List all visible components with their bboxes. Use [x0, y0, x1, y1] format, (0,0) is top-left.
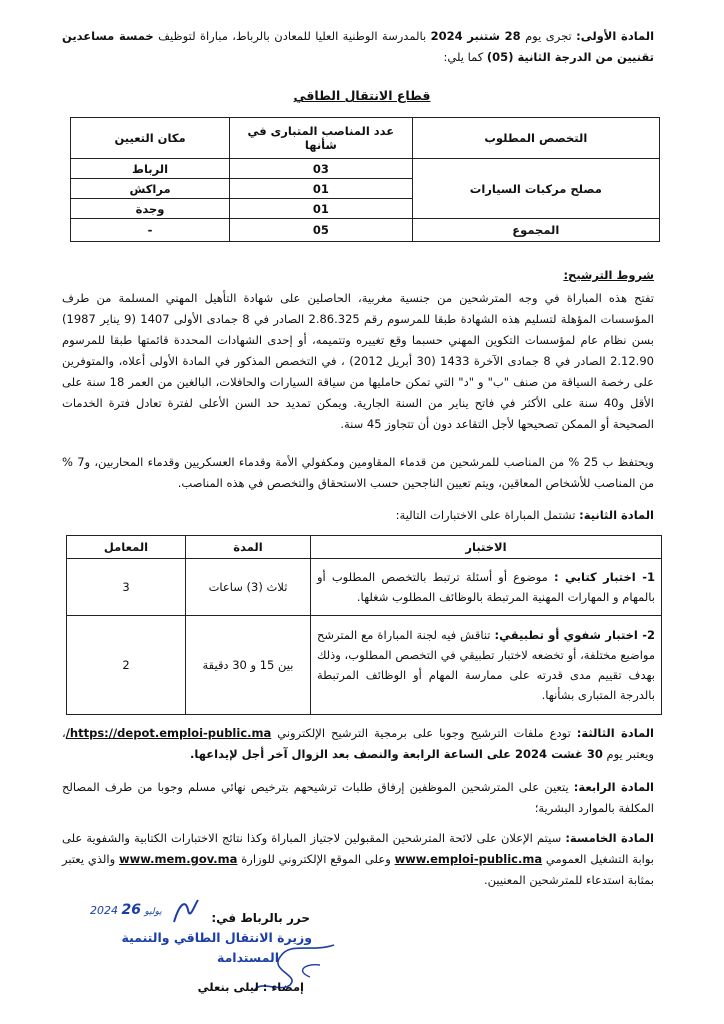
article-2-text: تشتمل المباراة على الاختبارات التالية:	[395, 508, 580, 522]
conditions-title: شروط الترشيح:	[563, 268, 654, 282]
exams-table-header	[67, 536, 662, 559]
exam-title: 1- اختبار كتابي :	[553, 570, 656, 584]
article-1	[62, 26, 654, 68]
exam-duration: ثلاث (3) ساعات	[186, 559, 311, 616]
exams-table	[66, 535, 662, 715]
exam-desc: تناقش فيه لجنة المباراة مع المترشح مواضيع مختلفة، أو تخضعه لاختبار تطبيقي في التخصص المطلوب، وذلك بهدف تقييم مدى قدرته على ممارسة المهام أو الوظائف المرتبطة بالدرجة المتبارى بشأنها.	[316, 628, 655, 702]
article-3-text-a: تودع ملفات الترشيح وجوبا على برمجية الترشيح الإلكتروني	[271, 726, 577, 740]
article-2	[62, 505, 654, 526]
article-3-label: المادة الثالثة:	[576, 726, 654, 740]
signature-date	[90, 902, 162, 918]
total-row	[71, 219, 660, 242]
table-row	[71, 159, 660, 179]
article-1-text-b: بالمدرسة الوطنية العليا للمعادن بالرباط، مباراة لتوظيف	[153, 29, 431, 43]
exam-duration: بين 15 و 30 دقيقة	[186, 616, 311, 715]
initials-scribble	[170, 896, 200, 926]
article-5-text-a: سيتم الإعلان على لائحة المترشحين المقبولين لاجتياز المباراة وكذا نتائج الاختبارات الكتابية والشفوية على بوابة التشغيل العمومي	[62, 831, 654, 866]
sector-title: قطاع الانتقال الطاقي	[293, 88, 431, 103]
conditions-title-line	[62, 265, 654, 286]
stamp-line-1: وزيرة الانتقال الطاقي والتنمية	[121, 930, 312, 945]
positions-table-header	[71, 118, 660, 159]
table-row	[67, 559, 662, 616]
article-5-text-b: وعلى الموقع الإلكتروني للوزارة	[237, 852, 395, 866]
depot-link[interactable]: https://depot.emploi-public.ma/	[65, 726, 272, 740]
article-5	[62, 828, 654, 891]
total-count: 05	[230, 219, 413, 242]
header-duration: المدة	[186, 536, 311, 559]
stamp-line-2: المستدامة	[216, 950, 279, 965]
signature-place: حرر بالرباط في:	[211, 911, 310, 925]
conditions-paragraph-1: تفتح هذه المباراة في وجه المترشحين من جنسية مغربية، الحاصلين على شهادة التأهيل المهني المسلمة من طرف المؤسسات المؤهلة لتسليم هذه الشهادة طبقا للمرسوم رقم 2.86.325 الصادر في 8 جمادى الأولى 1407 (9 يناير 1987) بسن نظام عام لمؤسسات التكوين المهني حسبما وقع تغييره وتتميمه، أو إحدى الشهادات المحددة قائمتها طبقا للمرسوم 2.12.90 الصادر في 8 جمادى الآخرة 1433 (30 أبريل 2012) ، في التخصص المذكور في المادة الأولى أعلاه، والمتوفرين على رخصة السياقة من صنف "ب" و "د" التي تمكن حامليها من سياقة السيارات والحافلات، البالغين من العمر 18 سنة على الأقل و40 سنة على الأكثر في فاتح يناير من السنة الجارية. ويمكن تمديد حد السن الأعلى لفترة تعادل فترة الخدمات الصحيحة أو الممكن تصحيحها لأجل التقاعد دون أن تتجاوز 45 سنة.	[62, 291, 655, 431]
exam-title: 2- اختبار شفوي أو تطبيقي:	[494, 628, 655, 642]
emploi-public-link[interactable]: www.emploi-public.ma	[394, 852, 543, 866]
signature-year: 2024	[90, 904, 118, 917]
total-place: -	[71, 219, 230, 242]
article-1-text-a: تجرى يوم	[520, 29, 577, 43]
article-1-label: المادة الأولى:	[576, 29, 655, 43]
exam-description	[310, 559, 661, 616]
count-cell: 01	[230, 199, 413, 219]
article-4	[62, 777, 654, 819]
article-5-text-c: والذي يعتبر بمثابة استدعاء للمترشحين المعنيين.	[62, 852, 654, 887]
exam-description	[310, 616, 661, 715]
place-cell: الرباط	[71, 159, 230, 179]
header-exam: الاختبار	[310, 536, 661, 559]
table-row	[67, 616, 662, 715]
header-specialty: التخصص المطلوب	[412, 118, 659, 159]
header-place: مكان التعيين	[71, 118, 230, 159]
article-3-deadline: 30 غشت 2024 على الساعة الرابعة والنصف بعد الزوال آخر أجل لإيداعها.	[190, 747, 603, 761]
article-1-date: 28 شتنبر 2024	[430, 29, 521, 43]
header-count: عدد المناصب المتبارى في شأنها	[230, 118, 413, 159]
exam-desc: موضوع أو أسئلة ترتبط بالتخصص المطلوب أو بالمهام و المهارات المهنية المرتبطة بالوظائف المطلوب شغلها.	[316, 570, 655, 604]
place-cell: وجدة	[71, 199, 230, 219]
signature-day: 26	[121, 902, 141, 918]
conditions-paragraph-2: ويحتفظ ب 25 % من المناصب للمرشحين من قدماء المقاومين ومكفولي الأمة وقدماء العسكريين وقدماء المحاربين، و7 % من المناصب للأشخاص المعاقين، ويتم تعيين الناجحين حسب الاستحقاق والتخصص في هذه المناصب.	[62, 455, 654, 490]
specialty-cell: مصلح مركبات السيارات	[412, 159, 659, 219]
exam-coefficient: 3	[67, 559, 186, 616]
article-3	[62, 723, 654, 765]
signed-by: إمضاء : ليلى بنعلي	[197, 980, 304, 994]
article-5-label: المادة الخامسة:	[565, 831, 654, 845]
mem-link[interactable]: www.mem.gov.ma	[118, 852, 238, 866]
article-4-label: المادة الرابعة:	[573, 780, 654, 794]
article-1-text-c: كما يلي:	[443, 50, 487, 64]
count-cell: 03	[230, 159, 413, 179]
article-4-text: يتعين على المترشحين الموظفين إرفاق طلبات ترشيحهم بترخيص نهائي مسلم وجوبا من طرف المصالح المكلفة بالموارد البشرية؛	[62, 780, 654, 815]
article-1-count: خمسة مساعدين تقنيين من الدرجة الثانية (05)	[62, 29, 654, 64]
header-coefficient: المعامل	[67, 536, 186, 559]
exam-coefficient: 2	[67, 616, 186, 715]
signature-month: يوليو	[144, 907, 162, 917]
article-3-text-b: ، ويعتبر يوم	[62, 726, 654, 761]
count-cell: 01	[230, 179, 413, 199]
total-label: المجموع	[412, 219, 659, 242]
place-cell: مراكش	[71, 179, 230, 199]
article-2-label: المادة الثانية:	[579, 508, 654, 522]
positions-table	[70, 117, 660, 242]
